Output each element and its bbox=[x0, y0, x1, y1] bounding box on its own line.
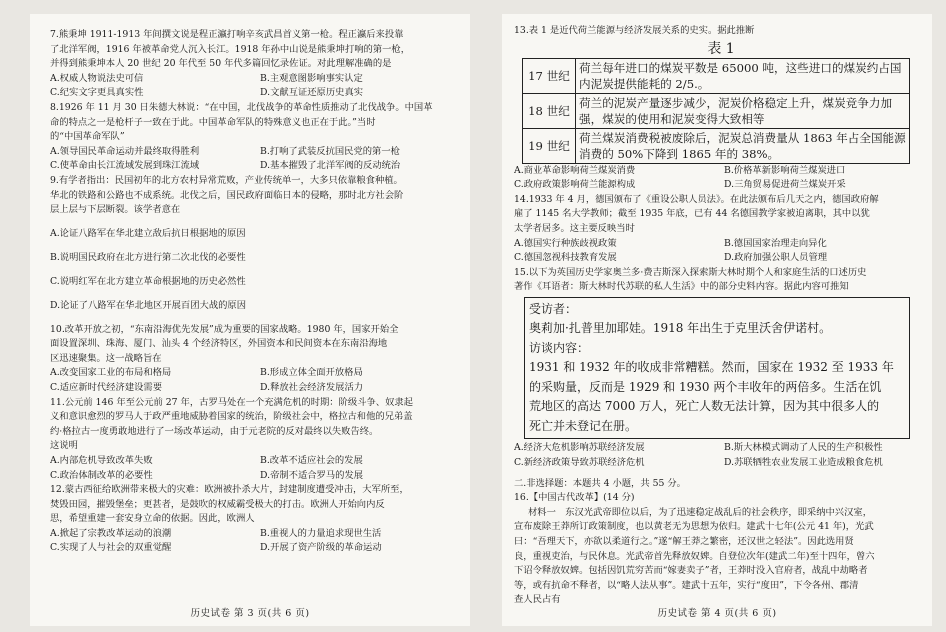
option-a: A.改变国家工业的布局和格局 bbox=[50, 367, 172, 379]
question-stem-line: 焚毁田园，摧毁堡垒；更甚者，是鼓吹的权威霸受极大的打击。欧洲人开始向内反 bbox=[50, 498, 385, 510]
option-d: D.论证了八路军在华北地区开展百团大战的原因 bbox=[50, 299, 247, 311]
excerpt-line: 访谈内容： bbox=[529, 340, 590, 355]
option-b: B.改革不适应社会的发展 bbox=[260, 454, 363, 466]
excerpt-line: 受访者： bbox=[529, 301, 578, 316]
option-c: C.新经济政策导致苏联经济危机 bbox=[514, 457, 645, 469]
option-a: A.内部危机导致改革失败 bbox=[50, 454, 153, 466]
excerpt-line: 奥莉加·扎普里加耶娃。1918 年出生于克里沃舍伊诺村。 bbox=[529, 321, 832, 336]
question-13 bbox=[514, 24, 928, 193]
material-line: 等，或有抗命不释者，以“略人法从事”。建武十五年，实行“度田”，下令各州、郡清 bbox=[514, 579, 859, 591]
question-stem-line: 太学者居多。这主要反映当时 bbox=[514, 222, 635, 234]
question-stem-line: 层上层与下层断裂。该学者意在 bbox=[50, 204, 181, 216]
question-stem-line: 了北洋军阀，1916 年被革命党人沉入长江。1918 年孙中山说是熊秉坤打响的第一枪， bbox=[50, 43, 411, 55]
question-8 bbox=[50, 101, 464, 174]
question-stem-line: 并得到熊秉坤本人 20 世纪 20 年代至 50 年代多篇回忆录佐证。对此理解准确的是 bbox=[50, 58, 392, 70]
question-stem-line: 命的特点之一是枪杆子一致在于此。中国革命军队的特殊意义也正在于此。”当时 bbox=[50, 116, 376, 128]
option-c: C.实现了人与社会的双重觉醒 bbox=[50, 542, 172, 554]
question-stem-line: 著作《耳语者：斯大林时代苏联的私人生活》中的部分史料内容。据此内容可推知 bbox=[514, 281, 849, 293]
question-stem-line: 10.改革开放之初，“东南沿海优先发展”成为重要的国家战略。1980 年，国家开始全 bbox=[50, 323, 399, 335]
question-stem-line: 15.以下为英国历史学家奥兰多·费吉斯深入探索斯大林时期个人和家庭生活的口述历史 bbox=[514, 266, 867, 278]
option-b: B.打响了武装反抗国民党的第一枪 bbox=[260, 145, 400, 157]
material-line: 宣布废除王莽所订政策制度，也以黄老无为思想为依归。建武十七年(公元 41 年)，光武 bbox=[514, 521, 874, 533]
option-d: D.释放社会经济发展活力 bbox=[260, 381, 364, 393]
options bbox=[514, 237, 928, 266]
question-stem-line: 面设置深圳、珠海、厦门、汕头 4 个经济特区，外国资本和民间资本在东南沿海地 bbox=[50, 338, 388, 350]
question-14 bbox=[514, 193, 928, 266]
excerpt-line: 1931 和 1932 年的收成非常糟糕。然而，国家在 1932 至 1933 年 bbox=[529, 360, 894, 375]
option-a: A.商业革命影响荷兰煤炭消费 bbox=[514, 164, 636, 176]
options bbox=[50, 72, 464, 101]
option-a: A.权威人物说法史可信 bbox=[50, 72, 144, 84]
table-cell-century: 18 世纪 bbox=[523, 93, 576, 128]
material-line: 材料一 东汉光武帝即位以后，为了迅速稳定战乱后的社会秩序，即采纳中兴汉室， bbox=[528, 506, 872, 518]
options bbox=[50, 454, 464, 483]
option-c: C.适应新时代经济建设需要 bbox=[50, 381, 163, 393]
option-a: A.经济大危机影响苏联经济发展 bbox=[514, 442, 645, 454]
data-table bbox=[522, 58, 910, 164]
question-stem-line: 7.熊秉坤 1911-1913 年间撰文说是程正瀛打响辛亥武昌首义第一枪。程正瀛后来投靠 bbox=[50, 29, 404, 40]
page-footer: 历史试卷 第 4 页(共 6 页) bbox=[657, 608, 777, 620]
question-stem-line: 11.公元前 146 年至公元前 27 年，古罗马处在一个充满危机的时期：阶级斗争、奴隶起 bbox=[50, 396, 413, 408]
question-stem-line: 8.1926 年 11 月 30 日朱德大林说：“在中国，北伐战争的革命性质推动了北伐战争。中国革 bbox=[50, 101, 433, 113]
option-d: D.政府加强公职人员管理 bbox=[724, 252, 828, 264]
section-heading: 二.非选择题：本题共 4 小题，共 55 分。 bbox=[514, 477, 686, 489]
option-d: D.苏联牺牲农业发展工业造成粮食危机 bbox=[724, 457, 883, 469]
option-a: A.论证八路军在华北建立敌后抗日根据地的原因 bbox=[50, 228, 246, 240]
source-excerpt-box bbox=[524, 297, 910, 440]
material-line: 查人民占有 bbox=[514, 594, 561, 606]
option-c: C.政治体制改革的必要性 bbox=[50, 469, 153, 481]
material-line: 下诏令释放奴婢。包括因饥荒穷苦而“嫁妻卖子”者，王莽时没入官府者，战乱中劫略者 bbox=[514, 565, 868, 577]
question-title: 16.【中国古代改革】(14 分) bbox=[514, 492, 635, 504]
option-b: B.主观意图影响事实认定 bbox=[260, 72, 363, 84]
option-b: B.斯大林模式调动了人民的生产积极性 bbox=[724, 442, 883, 454]
option-d: D.三角贸易促进荷兰煤炭开采 bbox=[724, 179, 846, 191]
question-10 bbox=[50, 323, 464, 396]
question-15 bbox=[514, 266, 928, 471]
question-stem-line: 约·格拉古一度勇敢地进行了一场改革运动，由于元老院的反对最终以失败告终。 bbox=[50, 425, 379, 437]
option-b: B.价格革新影响荷兰煤炭进口 bbox=[724, 164, 846, 176]
table-cell-century: 17 世纪 bbox=[523, 58, 576, 93]
option-b: B.说明国民政府在北方进行第二次北伐的必要性 bbox=[50, 251, 246, 263]
question-12 bbox=[50, 483, 464, 556]
excerpt-line: 荒地区的高达 7000 万人，死亡人数无法计算，因为其中很多人的 bbox=[529, 399, 880, 414]
option-d: D.基本摧毁了北洋军阀的反动统治 bbox=[260, 160, 401, 172]
option-b: B.德国国家治理走向异化 bbox=[724, 237, 827, 249]
table-caption: 表 1 bbox=[707, 40, 735, 57]
table-cell-century: 19 世纪 bbox=[523, 128, 576, 163]
option-c: C.德国忽视科技教育发展 bbox=[514, 252, 617, 264]
table-row bbox=[523, 128, 910, 163]
excerpt-line: 死亡并未登记在册。 bbox=[529, 418, 638, 433]
question-stem-line: 的“中国革命军队” bbox=[50, 131, 125, 143]
question-stem-line: 义和意识愈烈的罗马人于政严重地威胁着国家的统治，阶级社会中，格拉古和他的兄弟盖 bbox=[50, 411, 413, 423]
options bbox=[514, 164, 928, 193]
page-3 bbox=[30, 14, 470, 626]
question-11 bbox=[50, 396, 464, 484]
option-d: D.文献互证还原历史真实 bbox=[260, 87, 364, 99]
excerpt-line: 的采购量，反而是 1929 和 1930 两个丰收年的两倍多。生活在饥 bbox=[529, 379, 882, 394]
table-cell-text: 荷兰煤炭消费税被废除后，泥炭总消费量从 1863 年占全国能源消费的 50%下降到 1865 年的 38%。 bbox=[576, 128, 910, 163]
option-a: A.掀起了宗教改革运动的浪潮 bbox=[50, 527, 172, 539]
page-4 bbox=[502, 14, 932, 626]
option-d: D.帝制不适合罗马的发展 bbox=[260, 469, 364, 481]
option-a: A.领导国民革命运动并最终取得胜利 bbox=[50, 145, 200, 157]
table-cell-text: 荷兰的泥炭产量逐步减少，泥炭价格稳定上升，煤炭竞争力加强，煤炭的使用和泥炭变得大致相等 bbox=[576, 93, 910, 128]
question-stem-line: 这说明 bbox=[50, 440, 78, 452]
option-c: C.纪实文字更具真实性 bbox=[50, 87, 144, 99]
question-7 bbox=[50, 28, 464, 101]
option-c: C.使革命由长江流域发展到珠江流域 bbox=[50, 160, 200, 172]
option-a: A.德国实行种族歧视政策 bbox=[514, 237, 617, 249]
question-stem-line: 14.1933 年 4 月，德国颁布了《重设公职人员法》。在此法颁布后几天之内，德国政府解 bbox=[514, 193, 879, 205]
question-9 bbox=[50, 174, 464, 313]
question-stem-line: 12.蒙古西征给欧洲带来极大的灾难：欧洲被扑杀大片，封建制度遭受冲击，大军所至， bbox=[50, 484, 409, 496]
question-stem-line: 雇了 1145 名大学教师；截至 1935 年底，已有 44 名德国教学家被迫离职，其中以犹 bbox=[514, 208, 870, 220]
table-row bbox=[523, 93, 910, 128]
material-line: 曰：“吾理天下，亦欲以柔道行之。”遂“解王莽之繁密，还汉世之轻法”。因此选用贤 bbox=[514, 536, 854, 547]
question-stem-line: 思，希望重建一套安身立命的依据。因此，欧洲人 bbox=[50, 513, 255, 525]
page-footer: 历史试卷 第 3 页(共 6 页) bbox=[190, 608, 310, 620]
question-stem-line: 9.有学者指出：民国初年的北方农村异常荒败，产业传统单一，大多只依靠粮食种植。 bbox=[50, 174, 403, 186]
question-16 bbox=[514, 491, 928, 608]
option-b: B.形成立体全面开放格局 bbox=[260, 367, 363, 379]
table-row bbox=[523, 58, 910, 93]
option-b: B.重视人的力量追求现世生活 bbox=[260, 527, 382, 539]
question-stem-line: 华北的铁路和公路也不成系统。北伐之后，国民政府面临日本的侵略，那时北方社会阶 bbox=[50, 189, 404, 201]
material-line: 良，重视吏治，与民休息。光武帝首先释放奴婢。自登位次年(建武二年)至十四年，曾六 bbox=[514, 550, 875, 562]
option-d: D.开展了资产阶级的革命运动 bbox=[260, 542, 382, 554]
table-cell-text: 荷兰每年进口的煤炭平数是 65000 吨，这些进口的煤炭约占国内泥炭提供能耗的 2/5.。 bbox=[576, 58, 910, 93]
options bbox=[50, 527, 464, 556]
options bbox=[50, 145, 464, 174]
options bbox=[514, 441, 928, 470]
option-c: C.说明红军在北方建立革命根据地的历史必然性 bbox=[50, 275, 246, 287]
question-stem-line: 13.表 1 是近代荷兰能源与经济发展关系的史实。据此推断 bbox=[514, 25, 755, 36]
options bbox=[50, 366, 464, 395]
question-stem-line: 区迅速聚集。这一战略旨在 bbox=[50, 352, 162, 364]
option-c: C.政府政策影响荷兰能源构成 bbox=[514, 179, 636, 191]
